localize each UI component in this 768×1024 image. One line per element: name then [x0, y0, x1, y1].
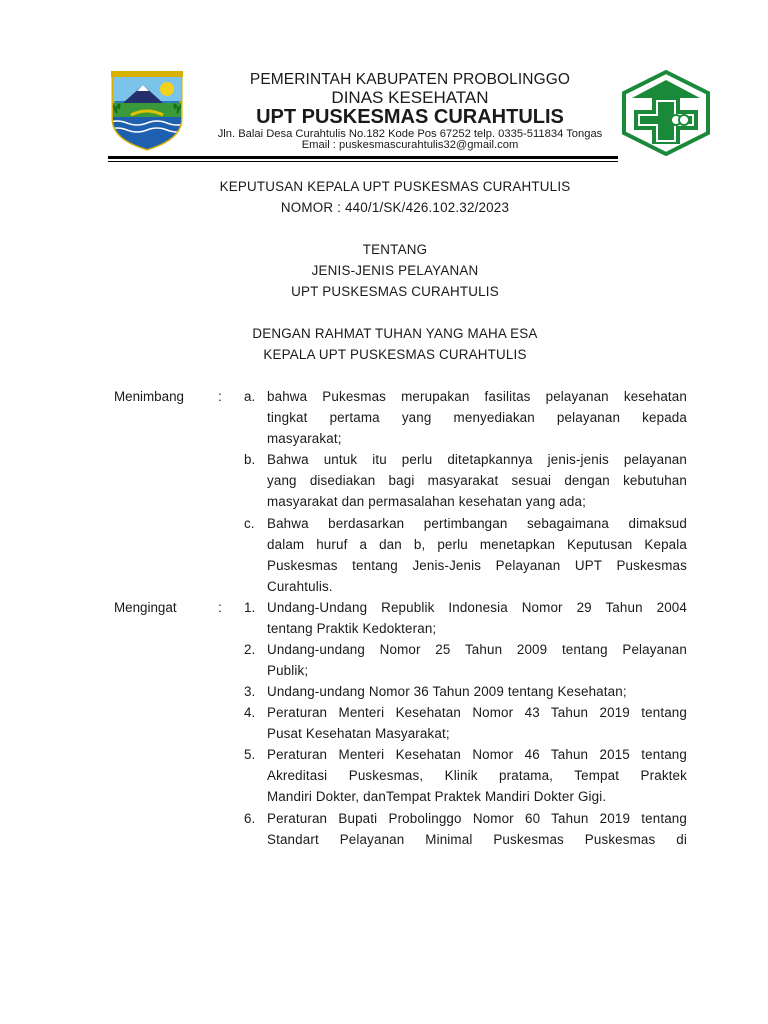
decree-authority: KEPALA UPT PUSKESMAS CURAHTULIS: [263, 347, 527, 362]
item-line: bahwa Pukesmas merupakan fasilitas pelayanan kesehatan: [267, 389, 687, 404]
item-line: yang disediakan bagi masyarakat sesuai dengan kebutuhan: [267, 473, 687, 488]
list-marker: b.: [244, 452, 256, 467]
decree-title: KEPUTUSAN KEPALA UPT PUSKESMAS CURAHTULIS: [219, 179, 571, 194]
item-line: Peraturan Menteri Kesehatan Nomor 43 Tahun 2019 tentang: [267, 705, 687, 720]
decree-blessing: DENGAN RAHMAT TUHAN YANG MAHA ESA: [252, 326, 538, 341]
decree-subject-line2: UPT PUSKESMAS CURAHTULIS: [291, 284, 499, 299]
item-line: Bahwa untuk itu perlu ditetapkannya jenis-jenis pelayanan: [267, 452, 687, 467]
item-line: Mandiri Dokter, danTempat Praktek Mandiri Dokter Gigi.: [267, 789, 607, 804]
menimbang-label: Menimbang: [114, 389, 184, 404]
menimbang-colon: :: [218, 389, 222, 404]
item-line: Peraturan Menteri Kesehatan Nomor 46 Tahun 2015 tentang: [267, 747, 687, 762]
letterhead-rule-thick: [108, 156, 618, 159]
item-line: Akreditasi Puskesmas, Klinik pratama, Tempat Praktek: [267, 768, 687, 783]
letterhead-government: PEMERINTAH KABUPATEN PROBOLINGGO: [249, 71, 571, 88]
letterhead-address: Jln. Balai Desa Curahtulis No.182 Kode Pos 67252 telp. 0335-511834 Tongas: [217, 128, 603, 140]
item-line: masyarakat dan permasalahan kesehatan yang ada;: [267, 494, 586, 509]
item-line: Curahtulis.: [267, 579, 333, 594]
list-marker: a.: [244, 389, 256, 404]
item-line: Undang-undang Nomor 25 Tahun 2009 tentang Pelayanan: [267, 642, 687, 657]
mengingat-colon: :: [218, 600, 222, 615]
item-line: masyarakat;: [267, 431, 342, 446]
letterhead-rule-thin: [108, 161, 618, 162]
item-line: Bahwa berdasarkan pertimbangan sebagaimana dimaksud: [267, 516, 687, 531]
list-marker: c.: [244, 516, 255, 531]
item-line: Pusat Kesehatan Masyarakat;: [267, 726, 450, 741]
item-line: Peraturan Bupati Probolinggo Nomor 60 Tahun 2019 tentang: [267, 811, 687, 826]
puskesmas-logo: [620, 70, 712, 156]
mengingat-label: Mengingat: [114, 600, 177, 615]
item-line: Puskesmas tentang Jenis-Jenis Pelayanan UPT Puskesmas: [267, 558, 687, 573]
list-marker: 2.: [244, 642, 256, 657]
item-line: Undang-Undang Republik Indonesia Nomor 29 Tahun 2004: [267, 600, 687, 615]
decree-about: TENTANG: [362, 242, 428, 257]
item-line: tentang Praktik Kedokteran;: [267, 621, 437, 636]
list-marker: 4.: [244, 705, 256, 720]
letterhead-agency: DINAS KESEHATAN: [331, 88, 489, 107]
list-marker: 6.: [244, 811, 256, 826]
letterhead-institution: UPT PUSKESMAS CURAHTULIS: [256, 106, 564, 128]
item-line: Publik;: [267, 663, 309, 678]
item-line: Standart Pelayanan Minimal Puskesmas Puskesmas di: [267, 832, 687, 847]
list-marker: 3.: [244, 684, 256, 699]
list-marker: 5.: [244, 747, 256, 762]
list-marker: 1.: [244, 600, 256, 615]
item-line: Undang-undang Nomor 36 Tahun 2009 tentang Kesehatan;: [267, 684, 627, 699]
item-line: tingkat pertama yang menyediakan pelayanan kepada: [267, 410, 687, 425]
letterhead-email: Email : puskesmascurahtulis32@gmail.com: [301, 139, 519, 151]
decree-subject-line1: JENIS-JENIS PELAYANAN: [311, 263, 479, 278]
decree-number: NOMOR : 440/1/SK/426.102.32/2023: [280, 200, 510, 215]
item-line: dalam huruf a dan b, perlu menetapkan Keputusan Kepala: [267, 537, 687, 552]
